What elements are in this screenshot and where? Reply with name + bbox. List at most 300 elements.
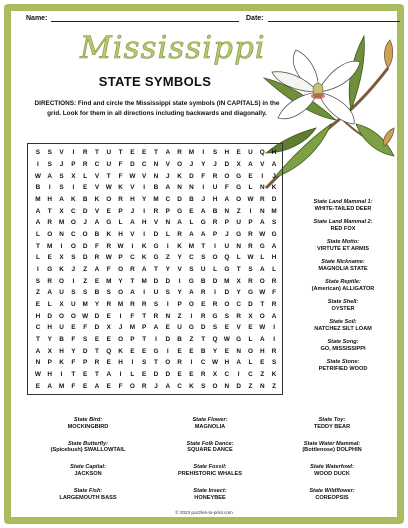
grid-letter[interactable]: N bbox=[224, 382, 230, 390]
grid-letter[interactable]: H bbox=[271, 149, 277, 157]
grid-letter[interactable]: I bbox=[72, 149, 75, 157]
date-line[interactable] bbox=[268, 16, 400, 22]
grid-letter[interactable]: N bbox=[236, 347, 241, 355]
grid-letter[interactable]: U bbox=[71, 300, 76, 308]
grid-letter[interactable]: L bbox=[118, 219, 123, 227]
grid-letter[interactable]: Y bbox=[142, 195, 147, 203]
grid-letter[interactable]: X bbox=[236, 277, 241, 285]
grid-letter[interactable]: K bbox=[59, 265, 64, 273]
grid-letter[interactable]: N bbox=[259, 382, 265, 390]
grid-letter[interactable]: A bbox=[47, 289, 53, 297]
grid-letter[interactable]: E bbox=[106, 359, 111, 367]
grid-letter[interactable]: V bbox=[153, 219, 159, 227]
grid-letter[interactable]: Y bbox=[177, 254, 182, 262]
grid-letter[interactable]: E bbox=[236, 149, 241, 157]
grid-letter[interactable]: I bbox=[166, 300, 169, 308]
grid-letter[interactable]: V bbox=[59, 149, 64, 157]
grid-letter[interactable]: J bbox=[189, 160, 194, 168]
grid-letter[interactable]: H bbox=[59, 347, 64, 355]
grid-letter[interactable]: M bbox=[106, 277, 112, 285]
grid-letter[interactable]: K bbox=[141, 242, 147, 250]
grid-letter[interactable]: E bbox=[248, 324, 253, 332]
grid-letter[interactable]: D bbox=[94, 312, 100, 320]
grid-letter[interactable]: D bbox=[212, 277, 218, 285]
grid-letter[interactable]: V bbox=[130, 230, 135, 238]
grid-letter[interactable]: C bbox=[71, 207, 76, 215]
grid-letter[interactable]: U bbox=[106, 160, 112, 168]
grid-letter[interactable]: O bbox=[212, 254, 218, 262]
grid-letter[interactable]: O bbox=[129, 382, 135, 390]
grid-letter[interactable]: I bbox=[166, 242, 169, 250]
grid-letter[interactable]: K bbox=[141, 254, 147, 262]
grid-letter[interactable]: S bbox=[47, 160, 52, 168]
grid-letter[interactable]: R bbox=[177, 230, 182, 238]
grid-letter[interactable]: W bbox=[223, 335, 230, 343]
grid-letter[interactable]: D bbox=[271, 195, 277, 203]
grid-letter[interactable]: E bbox=[83, 382, 88, 390]
grid-letter[interactable]: H bbox=[47, 324, 53, 332]
grid-letter[interactable]: R bbox=[47, 277, 53, 285]
grid-letter[interactable]: U bbox=[236, 219, 241, 227]
grid-letter[interactable]: T bbox=[130, 277, 135, 285]
grid-letter[interactable]: J bbox=[118, 324, 123, 332]
grid-letter[interactable]: I bbox=[131, 359, 134, 367]
grid-letter[interactable]: H bbox=[141, 219, 147, 227]
grid-letter[interactable]: Y bbox=[236, 289, 241, 297]
grid-letter[interactable]: E bbox=[106, 382, 111, 390]
grid-letter[interactable]: U bbox=[200, 265, 206, 273]
grid-letter[interactable]: O bbox=[70, 312, 76, 320]
grid-letter[interactable]: M bbox=[58, 219, 65, 227]
grid-letter[interactable]: B bbox=[189, 195, 194, 203]
grid-letter[interactable]: T bbox=[106, 172, 111, 180]
grid-letter[interactable]: I bbox=[143, 184, 146, 192]
grid-letter[interactable]: S bbox=[201, 254, 206, 262]
grid-letter[interactable]: F bbox=[118, 160, 123, 168]
grid-letter[interactable]: Z bbox=[272, 382, 277, 390]
grid-letter[interactable]: F bbox=[118, 382, 123, 390]
grid-letter[interactable]: T bbox=[118, 149, 123, 157]
grid-letter[interactable]: W bbox=[259, 324, 266, 332]
grid-letter[interactable]: A bbox=[130, 289, 135, 297]
grid-letter[interactable]: W bbox=[259, 289, 266, 297]
grid-letter[interactable]: H bbox=[212, 195, 218, 203]
grid-letter[interactable]: R bbox=[94, 359, 100, 367]
grid-letter[interactable]: F bbox=[94, 242, 99, 250]
grid-letter[interactable]: U bbox=[106, 149, 112, 157]
grid-letter[interactable]: U bbox=[212, 184, 218, 192]
grid-letter[interactable]: E bbox=[106, 207, 111, 215]
grid-letter[interactable]: R bbox=[271, 347, 277, 355]
grid-letter[interactable]: R bbox=[130, 300, 135, 308]
grid-letter[interactable]: C bbox=[130, 254, 135, 262]
grid-letter[interactable]: A bbox=[35, 219, 41, 227]
grid-letter[interactable]: E bbox=[130, 149, 135, 157]
grid-letter[interactable]: K bbox=[106, 230, 112, 238]
grid-letter[interactable]: H bbox=[35, 312, 41, 320]
grid-letter[interactable]: X bbox=[47, 347, 52, 355]
grid-letter[interactable]: E bbox=[71, 324, 76, 332]
grid-letter[interactable]: D bbox=[177, 195, 182, 203]
grid-letter[interactable]: S bbox=[201, 382, 206, 390]
grid-letter[interactable]: R bbox=[106, 242, 112, 250]
grid-letter[interactable]: H bbox=[224, 359, 230, 367]
grid-letter[interactable]: I bbox=[190, 312, 193, 320]
grid-letter[interactable]: D bbox=[130, 160, 135, 168]
grid-letter[interactable]: H bbox=[47, 195, 53, 203]
name-line[interactable] bbox=[51, 16, 239, 22]
grid-letter[interactable]: N bbox=[153, 160, 159, 168]
grid-letter[interactable]: R bbox=[248, 242, 253, 250]
grid-letter[interactable]: S bbox=[71, 289, 76, 297]
grid-letter[interactable]: G bbox=[224, 265, 230, 273]
grid-letter[interactable]: I bbox=[273, 335, 275, 343]
grid-letter[interactable]: G bbox=[236, 230, 242, 238]
grid-letter[interactable]: D bbox=[224, 289, 230, 297]
grid-letter[interactable]: D bbox=[153, 370, 159, 378]
grid-letter[interactable]: H bbox=[118, 359, 123, 367]
grid-letter[interactable]: A bbox=[271, 242, 277, 250]
grid-letter[interactable]: S bbox=[142, 359, 147, 367]
grid-letter[interactable]: S bbox=[189, 265, 194, 273]
grid-letter[interactable]: E bbox=[94, 277, 100, 285]
grid-letter[interactable]: J bbox=[225, 230, 229, 238]
grid-letter[interactable]: R bbox=[177, 149, 182, 157]
grid-letter[interactable]: F bbox=[83, 324, 88, 332]
grid-letter[interactable]: U bbox=[59, 324, 64, 332]
grid-letter[interactable]: R bbox=[153, 312, 159, 320]
grid-letter[interactable]: L bbox=[236, 254, 241, 262]
grid-letter[interactable]: T bbox=[142, 312, 147, 320]
grid-letter[interactable]: I bbox=[202, 184, 205, 192]
grid-letter[interactable]: O bbox=[259, 312, 265, 320]
grid-letter[interactable]: T bbox=[35, 242, 40, 250]
grid-letter[interactable]: V bbox=[94, 184, 100, 192]
grid-letter[interactable]: E bbox=[106, 312, 111, 320]
grid-letter[interactable]: L bbox=[248, 359, 253, 367]
grid-letter[interactable]: I bbox=[214, 289, 216, 297]
grid-letter[interactable]: S bbox=[83, 289, 88, 297]
grid-letter[interactable]: I bbox=[273, 324, 275, 332]
grid-letter[interactable]: D bbox=[82, 242, 88, 250]
grid-letter[interactable]: R bbox=[200, 312, 206, 320]
grid-letter[interactable]: I bbox=[214, 242, 216, 250]
grid-letter[interactable]: I bbox=[37, 265, 39, 273]
grid-letter[interactable]: H bbox=[47, 370, 53, 378]
grid-letter[interactable]: A bbox=[165, 149, 171, 157]
grid-letter[interactable]: V bbox=[177, 265, 182, 273]
grid-letter[interactable]: I bbox=[143, 289, 146, 297]
grid-letter[interactable]: O bbox=[59, 312, 64, 320]
grid-letter[interactable]: K bbox=[177, 242, 182, 250]
grid-letter[interactable]: D bbox=[82, 347, 88, 355]
grid-letter[interactable]: T bbox=[94, 347, 99, 355]
grid-letter[interactable]: G bbox=[177, 207, 183, 215]
grid-letter[interactable]: S bbox=[106, 289, 111, 297]
grid-letter[interactable]: T bbox=[154, 149, 158, 157]
grid-letter[interactable]: I bbox=[119, 312, 122, 320]
grid-letter[interactable]: F bbox=[106, 265, 111, 273]
grid-letter[interactable]: O bbox=[106, 195, 112, 203]
grid-letter[interactable]: P bbox=[130, 335, 135, 343]
grid-letter[interactable]: Q bbox=[259, 149, 265, 157]
grid-letter[interactable]: B bbox=[212, 207, 218, 215]
grid-letter[interactable]: G bbox=[106, 219, 112, 227]
grid-letter[interactable]: E bbox=[177, 370, 182, 378]
grid-letter[interactable]: Z bbox=[177, 312, 182, 320]
grid-letter[interactable]: C bbox=[224, 370, 230, 378]
grid-letter[interactable]: C bbox=[165, 195, 171, 203]
grid-letter[interactable]: I bbox=[261, 172, 264, 180]
grid-letter[interactable]: R bbox=[212, 172, 218, 180]
grid-letter[interactable]: E bbox=[94, 335, 100, 343]
grid-letter[interactable]: S bbox=[71, 254, 76, 262]
grid-letter[interactable]: A bbox=[94, 382, 100, 390]
grid-letter[interactable]: W bbox=[82, 312, 89, 320]
grid-letter[interactable]: L bbox=[35, 230, 40, 238]
grid-letter[interactable]: E bbox=[47, 254, 52, 262]
grid-letter[interactable]: A bbox=[271, 312, 277, 320]
grid-letter[interactable]: B bbox=[94, 230, 100, 238]
grid-letter[interactable]: D bbox=[153, 277, 159, 285]
grid-letter[interactable]: F bbox=[201, 172, 206, 180]
grid-letter[interactable]: M bbox=[224, 277, 230, 285]
grid-letter[interactable]: S bbox=[83, 335, 88, 343]
grid-letter[interactable]: D bbox=[82, 254, 88, 262]
grid-letter[interactable]: K bbox=[59, 359, 64, 367]
grid-letter[interactable]: F bbox=[118, 172, 123, 180]
grid-letter[interactable]: K bbox=[71, 195, 76, 203]
grid-letter[interactable]: I bbox=[202, 149, 205, 157]
grid-letter[interactable]: B bbox=[82, 195, 88, 203]
grid-letter[interactable]: J bbox=[83, 219, 87, 227]
grid-letter[interactable]: K bbox=[271, 184, 277, 192]
grid-letter[interactable]: G bbox=[271, 230, 277, 238]
grid-letter[interactable]: N bbox=[259, 184, 265, 192]
grid-letter[interactable]: W bbox=[34, 172, 41, 180]
grid-letter[interactable]: A bbox=[200, 230, 206, 238]
grid-letter[interactable]: B bbox=[153, 184, 159, 192]
date-field[interactable] bbox=[246, 15, 400, 22]
grid-letter[interactable]: E bbox=[189, 370, 194, 378]
grid-letter[interactable]: I bbox=[131, 242, 134, 250]
grid-letter[interactable]: Y bbox=[212, 347, 218, 355]
grid-letter[interactable]: Y bbox=[165, 265, 170, 273]
grid-letter[interactable]: T bbox=[94, 370, 99, 378]
grid-letter[interactable]: O bbox=[118, 335, 124, 343]
grid-letter[interactable]: O bbox=[82, 230, 88, 238]
grid-letter[interactable]: O bbox=[259, 277, 265, 285]
grid-letter[interactable]: R bbox=[130, 265, 135, 273]
grid-letter[interactable]: H bbox=[224, 149, 230, 157]
grid-letter[interactable]: S bbox=[271, 219, 277, 227]
grid-letter[interactable]: Q bbox=[212, 335, 218, 343]
grid-letter[interactable]: L bbox=[272, 265, 277, 273]
grid-letter[interactable]: G bbox=[188, 324, 194, 332]
grid-letter[interactable]: G bbox=[236, 335, 242, 343]
grid-letter[interactable]: N bbox=[189, 184, 194, 192]
grid-letter[interactable]: J bbox=[213, 160, 217, 168]
grid-letter[interactable]: W bbox=[247, 254, 254, 262]
grid-letter[interactable]: O bbox=[224, 172, 230, 180]
grid-letter[interactable]: R bbox=[236, 312, 241, 320]
grid-letter[interactable]: N bbox=[59, 230, 64, 238]
grid-letter[interactable]: I bbox=[178, 277, 181, 285]
grid-letter[interactable]: R bbox=[271, 300, 277, 308]
grid-letter[interactable]: S bbox=[224, 312, 229, 320]
grid-letter[interactable]: J bbox=[201, 195, 206, 203]
grid-letter[interactable]: V bbox=[130, 184, 135, 192]
grid-letter[interactable]: J bbox=[71, 265, 76, 273]
grid-letter[interactable]: X bbox=[59, 300, 64, 308]
grid-letter[interactable]: T bbox=[236, 265, 241, 273]
grid-letter[interactable]: Z bbox=[189, 335, 194, 343]
grid-letter[interactable]: E bbox=[142, 149, 147, 157]
grid-letter[interactable]: N bbox=[259, 207, 265, 215]
grid-letter[interactable]: R bbox=[141, 382, 147, 390]
grid-letter[interactable]: X bbox=[212, 370, 218, 378]
grid-letter[interactable]: M bbox=[271, 207, 277, 215]
grid-letter[interactable]: G bbox=[212, 312, 218, 320]
grid-letter[interactable]: W bbox=[105, 254, 112, 262]
grid-letter[interactable]: H bbox=[118, 230, 123, 238]
grid-letter[interactable]: R bbox=[141, 300, 147, 308]
grid-letter[interactable]: L bbox=[165, 230, 170, 238]
grid-letter[interactable]: C bbox=[189, 254, 194, 262]
grid-letter[interactable]: E bbox=[142, 347, 147, 355]
grid-letter[interactable]: J bbox=[166, 172, 170, 180]
grid-letter[interactable]: R bbox=[248, 230, 253, 238]
grid-letter[interactable]: S bbox=[153, 300, 159, 308]
grid-letter[interactable]: Z bbox=[260, 370, 265, 378]
grid-letter[interactable]: O bbox=[70, 242, 76, 250]
grid-letter[interactable]: A bbox=[35, 207, 41, 215]
grid-letter[interactable]: E bbox=[189, 207, 194, 215]
grid-letter[interactable]: P bbox=[83, 359, 88, 367]
grid-letter[interactable]: W bbox=[212, 359, 219, 367]
grid-letter[interactable]: R bbox=[47, 219, 53, 227]
grid-letter[interactable]: S bbox=[59, 172, 64, 180]
grid-letter[interactable]: V bbox=[260, 160, 265, 168]
grid-letter[interactable]: R bbox=[259, 195, 265, 203]
grid-letter[interactable]: Q bbox=[224, 254, 230, 262]
grid-letter[interactable]: Y bbox=[94, 300, 100, 308]
grid-letter[interactable]: C bbox=[35, 324, 41, 332]
grid-letter[interactable]: L bbox=[260, 254, 265, 262]
grid-letter[interactable]: A bbox=[47, 382, 53, 390]
grid-letter[interactable]: Y bbox=[118, 277, 123, 285]
grid-letter[interactable]: E bbox=[83, 184, 88, 192]
grid-letter[interactable]: O bbox=[47, 230, 53, 238]
grid-letter[interactable]: H bbox=[259, 347, 265, 355]
name-field[interactable] bbox=[26, 15, 239, 22]
grid-letter[interactable]: D bbox=[82, 207, 88, 215]
grid-letter[interactable]: V bbox=[94, 207, 100, 215]
grid-letter[interactable]: P bbox=[248, 219, 253, 227]
grid-letter[interactable]: F bbox=[71, 335, 76, 343]
grid-letter[interactable]: E bbox=[83, 370, 88, 378]
grid-letter[interactable]: A bbox=[259, 219, 265, 227]
grid-letter[interactable]: E bbox=[260, 359, 265, 367]
grid-letter[interactable]: W bbox=[129, 172, 136, 180]
grid-letter[interactable]: V bbox=[236, 324, 241, 332]
grid-letter[interactable]: L bbox=[47, 300, 52, 308]
grid-letter[interactable]: A bbox=[47, 172, 53, 180]
grid-letter[interactable]: O bbox=[177, 160, 183, 168]
grid-letter[interactable]: D bbox=[94, 324, 100, 332]
grid-letter[interactable]: T bbox=[201, 335, 206, 343]
grid-letter[interactable]: E bbox=[224, 324, 229, 332]
grid-letter[interactable]: I bbox=[237, 370, 240, 378]
grid-letter[interactable]: R bbox=[82, 160, 88, 168]
grid-letter[interactable]: V bbox=[94, 172, 100, 180]
grid-letter[interactable]: N bbox=[236, 242, 241, 250]
grid-letter[interactable]: A bbox=[271, 160, 277, 168]
grid-letter[interactable]: E bbox=[35, 382, 41, 390]
grid-letter[interactable]: O bbox=[247, 347, 253, 355]
grid-letter[interactable]: M bbox=[188, 149, 195, 157]
grid-letter[interactable]: O bbox=[118, 289, 124, 297]
grid-letter[interactable]: S bbox=[248, 265, 253, 273]
grid-letter[interactable]: N bbox=[165, 312, 171, 320]
grid-letter[interactable]: A bbox=[165, 382, 171, 390]
grid-letter[interactable]: M bbox=[141, 277, 147, 285]
grid-letter[interactable]: R bbox=[248, 277, 253, 285]
grid-letter[interactable]: Z bbox=[248, 382, 253, 390]
grid-letter[interactable]: R bbox=[200, 370, 206, 378]
grid-letter[interactable]: M bbox=[35, 195, 41, 203]
grid-letter[interactable]: Y bbox=[71, 347, 76, 355]
grid-letter[interactable]: T bbox=[154, 265, 158, 273]
grid-letter[interactable]: Q bbox=[106, 347, 112, 355]
grid-letter[interactable]: J bbox=[154, 382, 158, 390]
grid-letter[interactable]: I bbox=[48, 184, 51, 192]
grid-letter[interactable]: U bbox=[59, 289, 64, 297]
grid-letter[interactable]: E bbox=[130, 347, 135, 355]
grid-letter[interactable]: A bbox=[259, 265, 265, 273]
grid-letter[interactable]: S bbox=[271, 359, 277, 367]
grid-letter[interactable]: O bbox=[59, 277, 64, 285]
grid-letter[interactable]: L bbox=[130, 370, 135, 378]
grid-letter[interactable]: U bbox=[153, 289, 159, 297]
grid-letter[interactable]: M bbox=[188, 242, 195, 250]
grid-letter[interactable]: P bbox=[47, 359, 52, 367]
grid-letter[interactable]: Y bbox=[47, 335, 52, 343]
grid-letter[interactable]: O bbox=[236, 195, 242, 203]
grid-letter[interactable]: A bbox=[189, 230, 194, 238]
grid-letter[interactable]: M bbox=[153, 195, 159, 203]
grid-letter[interactable]: R bbox=[177, 359, 182, 367]
grid-letter[interactable]: W bbox=[105, 184, 112, 192]
grid-letter[interactable]: H bbox=[271, 254, 277, 262]
grid-letter[interactable]: T bbox=[260, 300, 265, 308]
grid-letter[interactable]: K bbox=[189, 382, 194, 390]
grid-letter[interactable]: A bbox=[259, 335, 265, 343]
grid-letter[interactable]: G bbox=[236, 184, 242, 192]
grid-letter[interactable]: U bbox=[248, 149, 253, 157]
grid-letter[interactable]: J bbox=[130, 207, 135, 215]
grid-letter[interactable]: F bbox=[130, 312, 135, 320]
grid-letter[interactable]: K bbox=[94, 195, 100, 203]
grid-letter[interactable]: D bbox=[165, 370, 171, 378]
grid-letter[interactable]: U bbox=[177, 324, 182, 332]
grid-letter[interactable]: Z bbox=[35, 289, 40, 297]
grid-letter[interactable]: K bbox=[177, 172, 182, 180]
grid-letter[interactable]: I bbox=[37, 160, 39, 168]
grid-letter[interactable]: P bbox=[224, 219, 229, 227]
grid-letter[interactable]: P bbox=[118, 207, 123, 215]
grid-letter[interactable]: P bbox=[71, 160, 76, 168]
